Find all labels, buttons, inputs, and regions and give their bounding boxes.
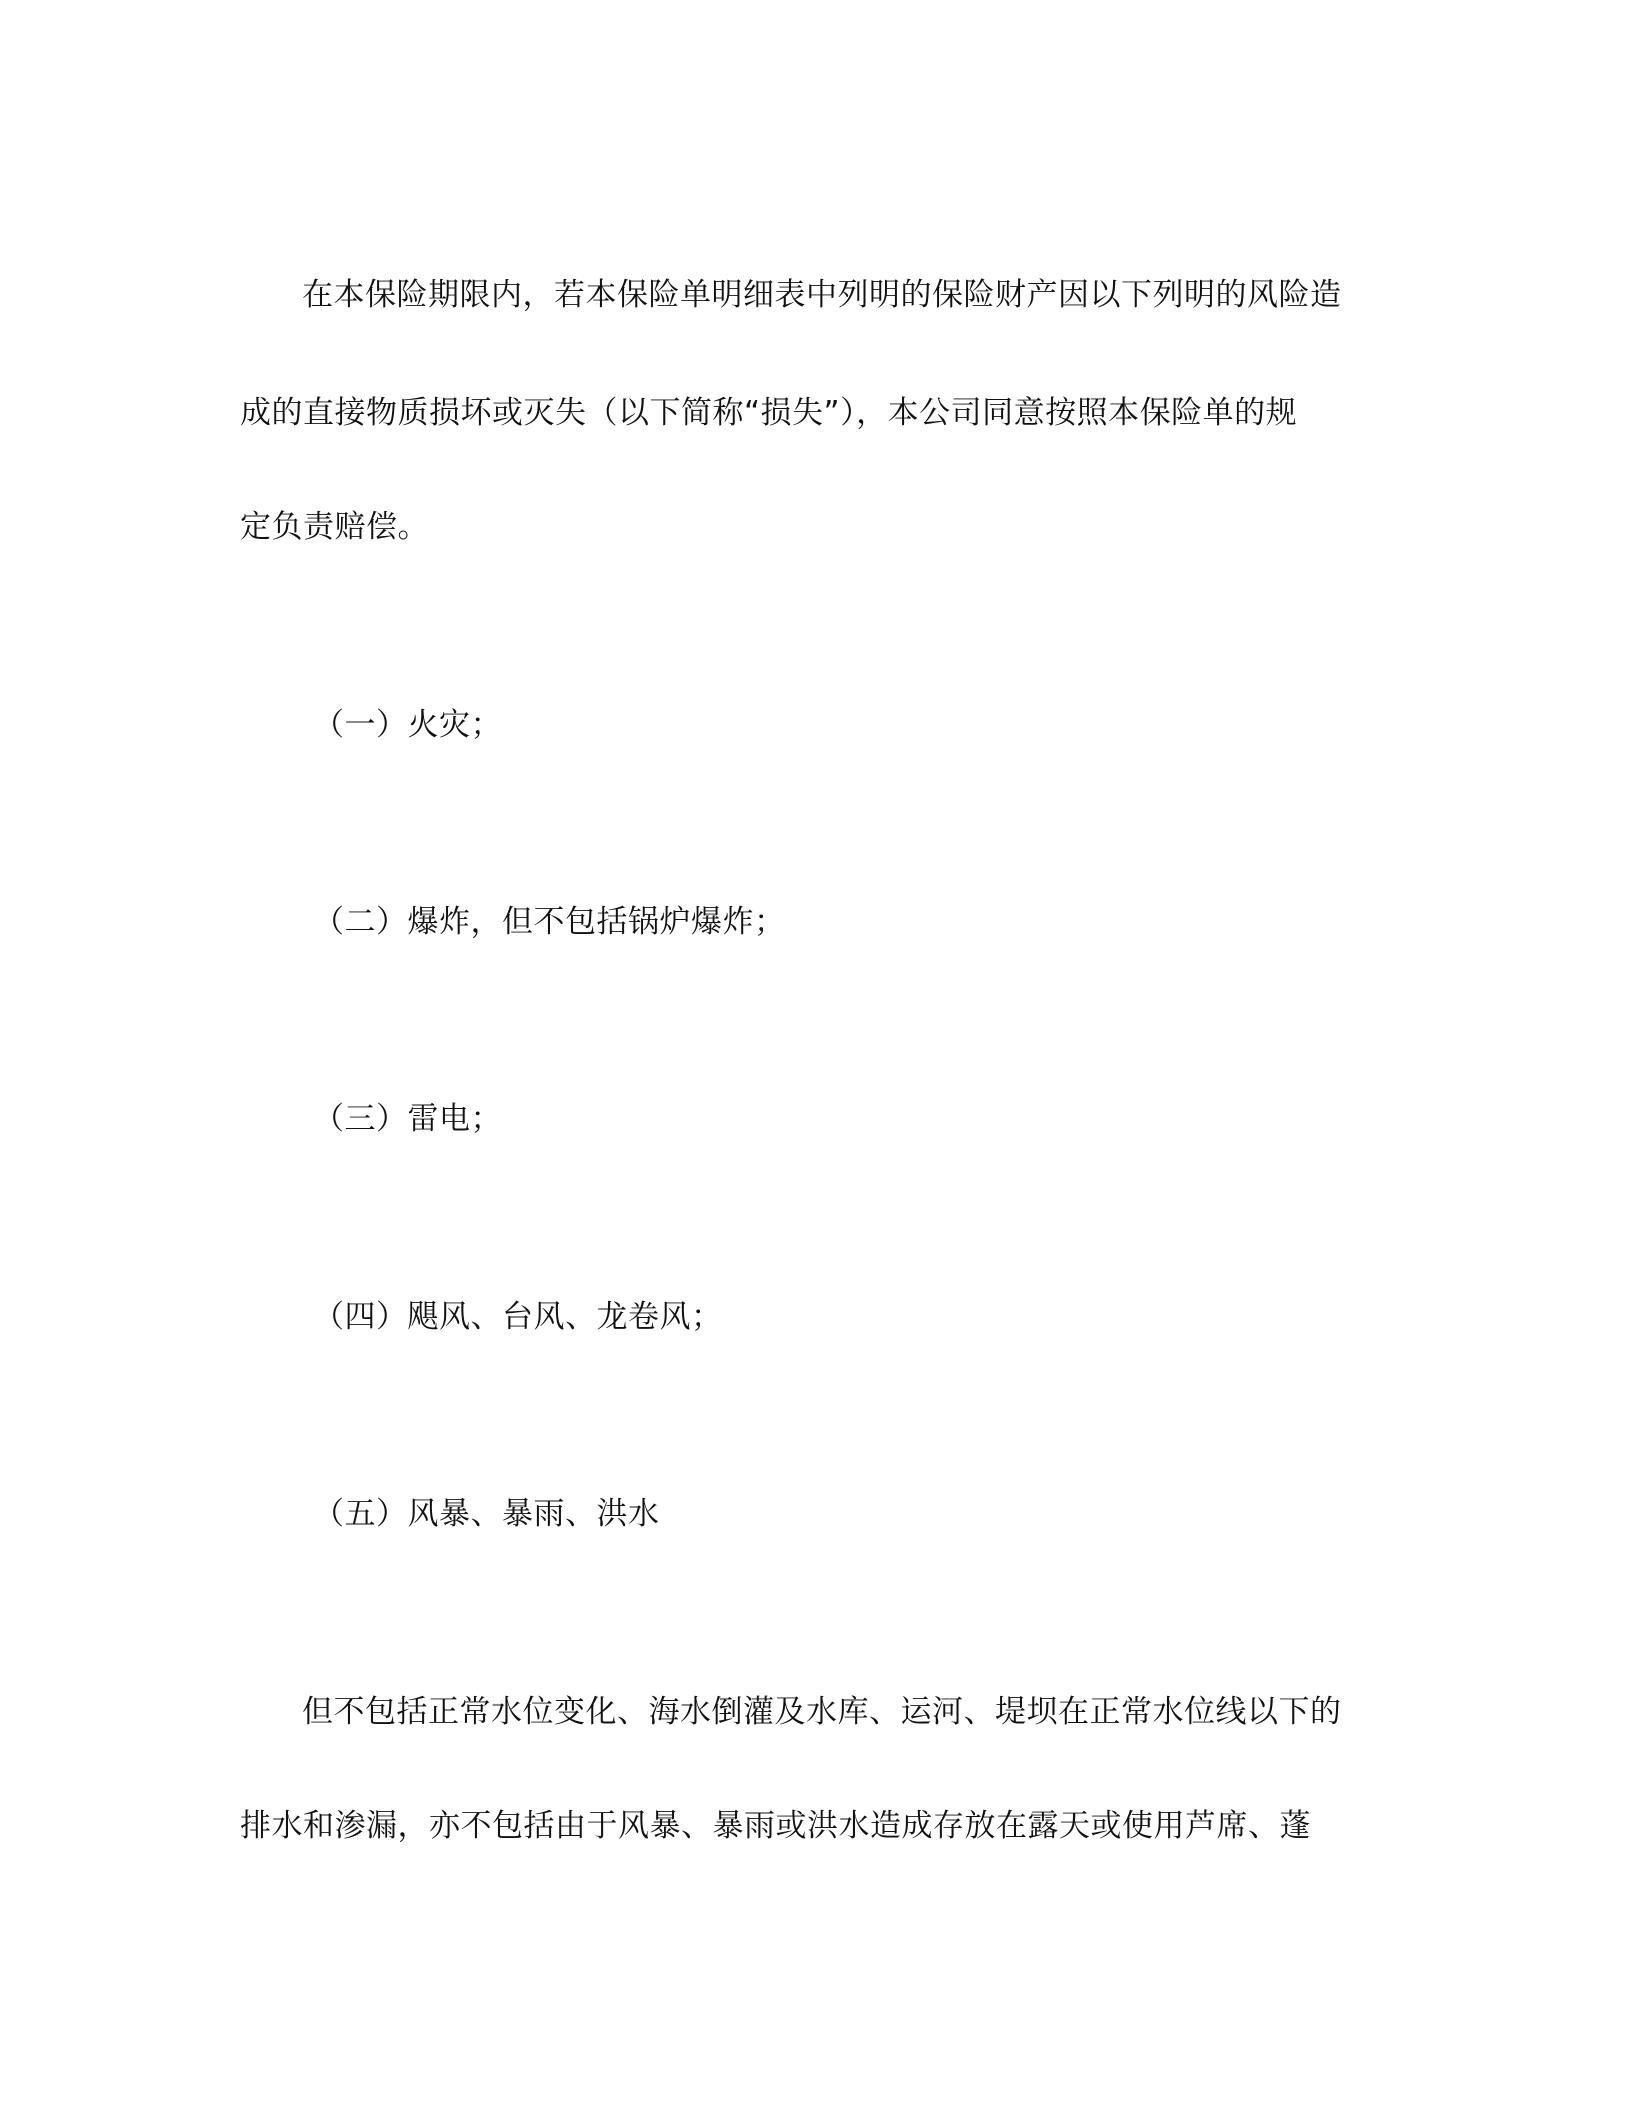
risk-item-1: （一）火灾； — [313, 707, 502, 743]
paragraph-1-line-1: 在本保险期限内，若本保险单明细表中列明的保险财产因以下列明的风险造 — [302, 277, 1342, 313]
paragraph-1-line-2: 成的直接物质损坏或灭失（以下简称“损失”），本公司同意按照本保险单的规 — [240, 395, 1298, 431]
paragraph-2-line-2: 排水和渗漏，亦不包括由于风暴、暴雨或洪水造成存放在露天或使用芦席、蓬 — [240, 1808, 1311, 1844]
risk-item-4: （四）飓风、台风、龙卷风； — [313, 1299, 723, 1335]
risk-item-3: （三）雷电； — [313, 1101, 502, 1137]
risk-item-2: （二）爆炸，但不包括锅炉爆炸； — [313, 904, 786, 940]
risk-item-5: （五）风暴、暴雨、洪水 — [313, 1496, 660, 1532]
paragraph-2-line-1: 但不包括正常水位变化、海水倒灌及水库、运河、堤坝在正常水位线以下的 — [302, 1694, 1342, 1730]
paragraph-1-line-3: 定负责赔偿。 — [240, 509, 429, 545]
